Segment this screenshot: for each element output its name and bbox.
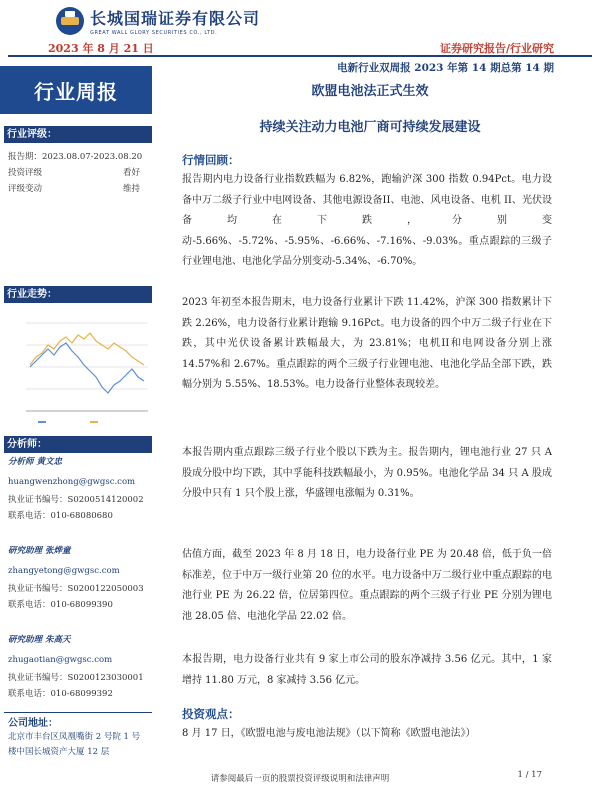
investment-view-heading: 投资观点： bbox=[182, 707, 240, 721]
report-subtitle: 持续关注动力电池厂商可持续发展建设 bbox=[259, 120, 481, 135]
analyst-cert: 执业证书编号：S0200122050003 bbox=[8, 584, 144, 594]
paragraph: 8 月 17 日，《欧盟电池与废电池法规》（以下简称《欧盟电池法》） bbox=[182, 728, 476, 739]
page-number: 1 / 17 bbox=[517, 770, 542, 780]
chart-gridlines bbox=[26, 323, 148, 389]
company-name-en: GREAT WALL GLORY SECURITIES CO., LTD. bbox=[90, 30, 218, 36]
rating-value: 维持 bbox=[122, 184, 140, 194]
analyst-name: 分析师 黄文忠 bbox=[8, 457, 62, 467]
weekly-issue-label: 电新行业双周报 2023 年第 14 期总第 14 期 bbox=[337, 62, 554, 74]
company-address: 北京市丰台区凤凰嘴街 2 号院 1 号楼中国长城资产大厦 12 层 bbox=[8, 732, 141, 757]
paragraph: 估值方面，截至 2023 年 8 月 18 日，电力设备行业 PE 为 20.48 倍，低于负一倍标准差，位于中万一级行业第 20 位的水平。电力设备中万二级行业中重点跟踪的电池行业 PE 为 26.22 倍，位居第四位。重点跟踪的两个三级子行业 PE 分别为锂电池 28.05 倍、电池化学品 22.02 倍。 bbox=[182, 549, 552, 622]
series-line-blue bbox=[30, 343, 144, 393]
rating-row-investment bbox=[8, 166, 140, 178]
rating-section-title: 行业评级： bbox=[4, 126, 152, 143]
paragraph: 报告期内电力设备行业指数跌幅为 6.82%，跑输沪深 300 指数 0.94Pct。电力设备中万二级子行业中电网设备、其他电源设备II、电池、风电设备、电机 II、光伏设备均在下跌，分别变动-5.66%、-5.72%、-5.95%、-6.66%、-7.16%、-9.03%。重点跟踪的三级子行业锂电池、电池化学品分别变动-5.34%、-6.70%。 bbox=[182, 174, 552, 267]
paragraph: 本报告期，电力设备行业共有 9 家上市公司的股东净减持 3.56 亿元。其中，1 家增持 11.80 万元，8 家减持 3.56 亿元。 bbox=[182, 654, 552, 686]
company-name-cn: 长城国瑞证券有限公司 bbox=[90, 9, 261, 28]
analyst-cert: 执业证书编号：S0200514120002 bbox=[8, 495, 144, 505]
rating-row-change bbox=[8, 182, 140, 194]
analyst-phone: 联系电话：010-68099390 bbox=[8, 600, 113, 610]
footer-disclaimer: 请参阅最后一页的股票投资评级说明和法律声明 bbox=[210, 774, 390, 784]
header-divider bbox=[8, 55, 592, 57]
analyst-email[interactable]: zhugaotian@gwgsc.com bbox=[8, 655, 113, 665]
rating-label: 评级变动 bbox=[8, 184, 43, 194]
analyst-section-title: 分析师： bbox=[4, 436, 152, 453]
legend-swatch-blue bbox=[38, 421, 46, 423]
paragraph: 2023 年初至本报告期末，电力设备行业累计下跌 11.42%，沪深 300 指数累计下跌 2.26%，电力设备行业累计跑输 9.16Pct。电力设备的四个中万二级子行业在下跌，其中光伏设备累计跌幅最大，为 23.81%；电机II和电网设备分别上涨 14.57%和 2.67%。重点跟踪的两个三级子行业锂电池、电池化学品全部下跌，跌幅分别为 5.55%、18.53%。电力设备行业整体表现较差。 bbox=[182, 297, 552, 390]
rating-label: 投资评级 bbox=[8, 168, 43, 178]
legend-swatch-orange bbox=[90, 421, 98, 423]
market-review-heading: 行情回顾： bbox=[182, 153, 240, 167]
rating-value: 看好 bbox=[122, 168, 140, 178]
address-section-title: 公司地址： bbox=[8, 718, 58, 729]
series-line-orange bbox=[30, 333, 144, 365]
report-category: 证券研究报告/行业研究 bbox=[439, 42, 554, 55]
analyst-cert: 执业证书编号：S0200123030001 bbox=[8, 673, 144, 683]
analyst-email[interactable]: huangwenzhong@gwgsc.com bbox=[8, 477, 136, 487]
analyst-name: 研究助理 朱高天 bbox=[8, 635, 71, 645]
logo-emblem-icon bbox=[56, 7, 84, 35]
trend-section-title: 行业走势： bbox=[4, 286, 152, 303]
industry-trend-chart bbox=[8, 305, 152, 433]
report-title: 欧盟电池法正式生效 bbox=[311, 84, 429, 99]
analyst-email[interactable]: zhangyetong@gwgsc.com bbox=[8, 566, 120, 576]
analyst-phone: 联系电话：010-68080680 bbox=[8, 511, 113, 521]
paragraph: 本报告期内重点跟踪三级子行业个股以下跌为主。报告期内，锂电池行业 27 只 A 股成分股中均下跌，其中孚能科技跌幅最小，为 0.95%。电池化学品 34 只 A 股成分股中只有 1 只个股上涨，华盛锂电涨幅为 0.31%。 bbox=[182, 447, 552, 499]
analyst-phone: 联系电话：010-68099392 bbox=[8, 689, 113, 699]
company-logo bbox=[56, 6, 260, 36]
analyst-name: 研究助理 张烨童 bbox=[8, 546, 71, 556]
report-date: 2023 年 8 月 21 日 bbox=[48, 42, 154, 55]
report-period: 报告期：2023.08.07-2023.08.20 bbox=[8, 152, 143, 162]
report-type-banner: 行业周报 bbox=[0, 66, 152, 114]
chart-legend bbox=[38, 421, 98, 423]
address-divider bbox=[4, 712, 152, 713]
